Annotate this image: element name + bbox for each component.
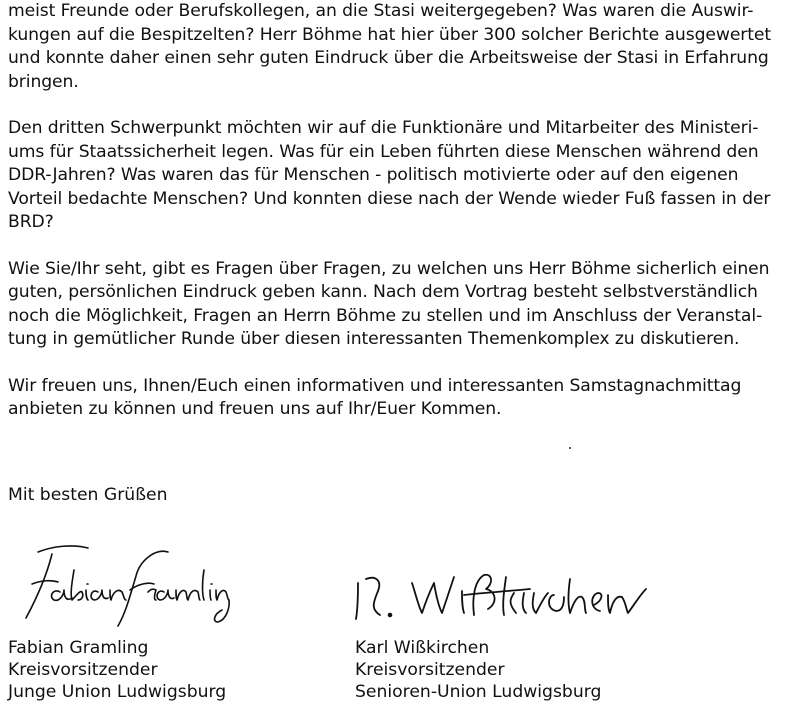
text-line: und konnte daher einen sehr guten Eindruck über die Arbeitsweise der Stasi in Erfahrung <box>8 48 769 68</box>
text-line: ums für Staatssicherheit legen. Was für ein Leben führten diese Menschen während den <box>8 141 759 162</box>
text-line: Wir freuen uns, Ihnen/Euch einen informativen und interessanten Samstagnachmittag <box>8 375 742 396</box>
text-line: noch die Möglichkeit, Fragen an Herrn Böhme zu stellen und im Anschluss der Veranstal- <box>8 305 763 326</box>
signatory-name: Fabian Gramling <box>8 638 149 658</box>
text-line: kungen auf die Bespitzelten? Herr Böhme hat hier über 300 solcher Berichte ausgewertet <box>8 24 772 45</box>
text-line: tung in gemütlicher Runde über diesen interessanten Themenkomplex zu diskutieren. <box>8 329 740 349</box>
text-line: guten, persönlichen Eindruck geben kann. Nach dem Vortrag besteht selbstverständlich <box>8 282 758 302</box>
text-line: meist Freunde oder Berufskollegen, an die Stasi weitergegeben? Was waren die Auswir- <box>8 1 754 21</box>
signatory-role: Kreisvorsitzender <box>8 660 158 680</box>
text-line: Den dritten Schwerpunkt möchten wir auf die Funktionäre und Mitarbeiter des Ministeri- <box>8 118 759 138</box>
signatory-organization: Senioren-Union Ludwigsburg <box>355 682 602 702</box>
signatory-role: Kreisvorsitzender <box>355 660 505 680</box>
text-line: Vorteil bedachte Menschen? Und konnten diese nach der Wende wieder Fuß fassen in der <box>8 188 771 209</box>
scan-speck <box>569 447 571 449</box>
signatory-2 <box>355 637 601 703</box>
text-line: bringen. <box>8 71 79 92</box>
signature-karl-wisskirchen <box>350 565 670 627</box>
signatory-1 <box>8 637 226 703</box>
text-line: Wie Sie/Ihr seht, gibt es Fragen über Fragen, zu welchen uns Herr Böhme sicherlich einen <box>8 258 770 279</box>
paragraph-4 <box>8 375 794 422</box>
text-line: BRD? <box>8 212 54 232</box>
text-line: anbieten zu können und freuen uns auf Ihr/Euer Kommen. <box>8 399 502 419</box>
signatory-organization: Junge Union Ludwigsburg <box>8 682 227 702</box>
closing-salutation: Mit besten Grüßen <box>8 485 168 505</box>
signature-fabian-gramling <box>18 540 233 630</box>
paragraph-3 <box>8 258 794 352</box>
paragraph-2 <box>8 117 794 235</box>
text-line: DDR-Jahren? Was waren das für Menschen - politisch motivierte oder auf den eigenen <box>8 165 739 185</box>
letter-body <box>8 0 794 445</box>
signatory-name: Karl Wißkirchen <box>355 638 490 658</box>
paragraph-1 <box>8 0 794 94</box>
